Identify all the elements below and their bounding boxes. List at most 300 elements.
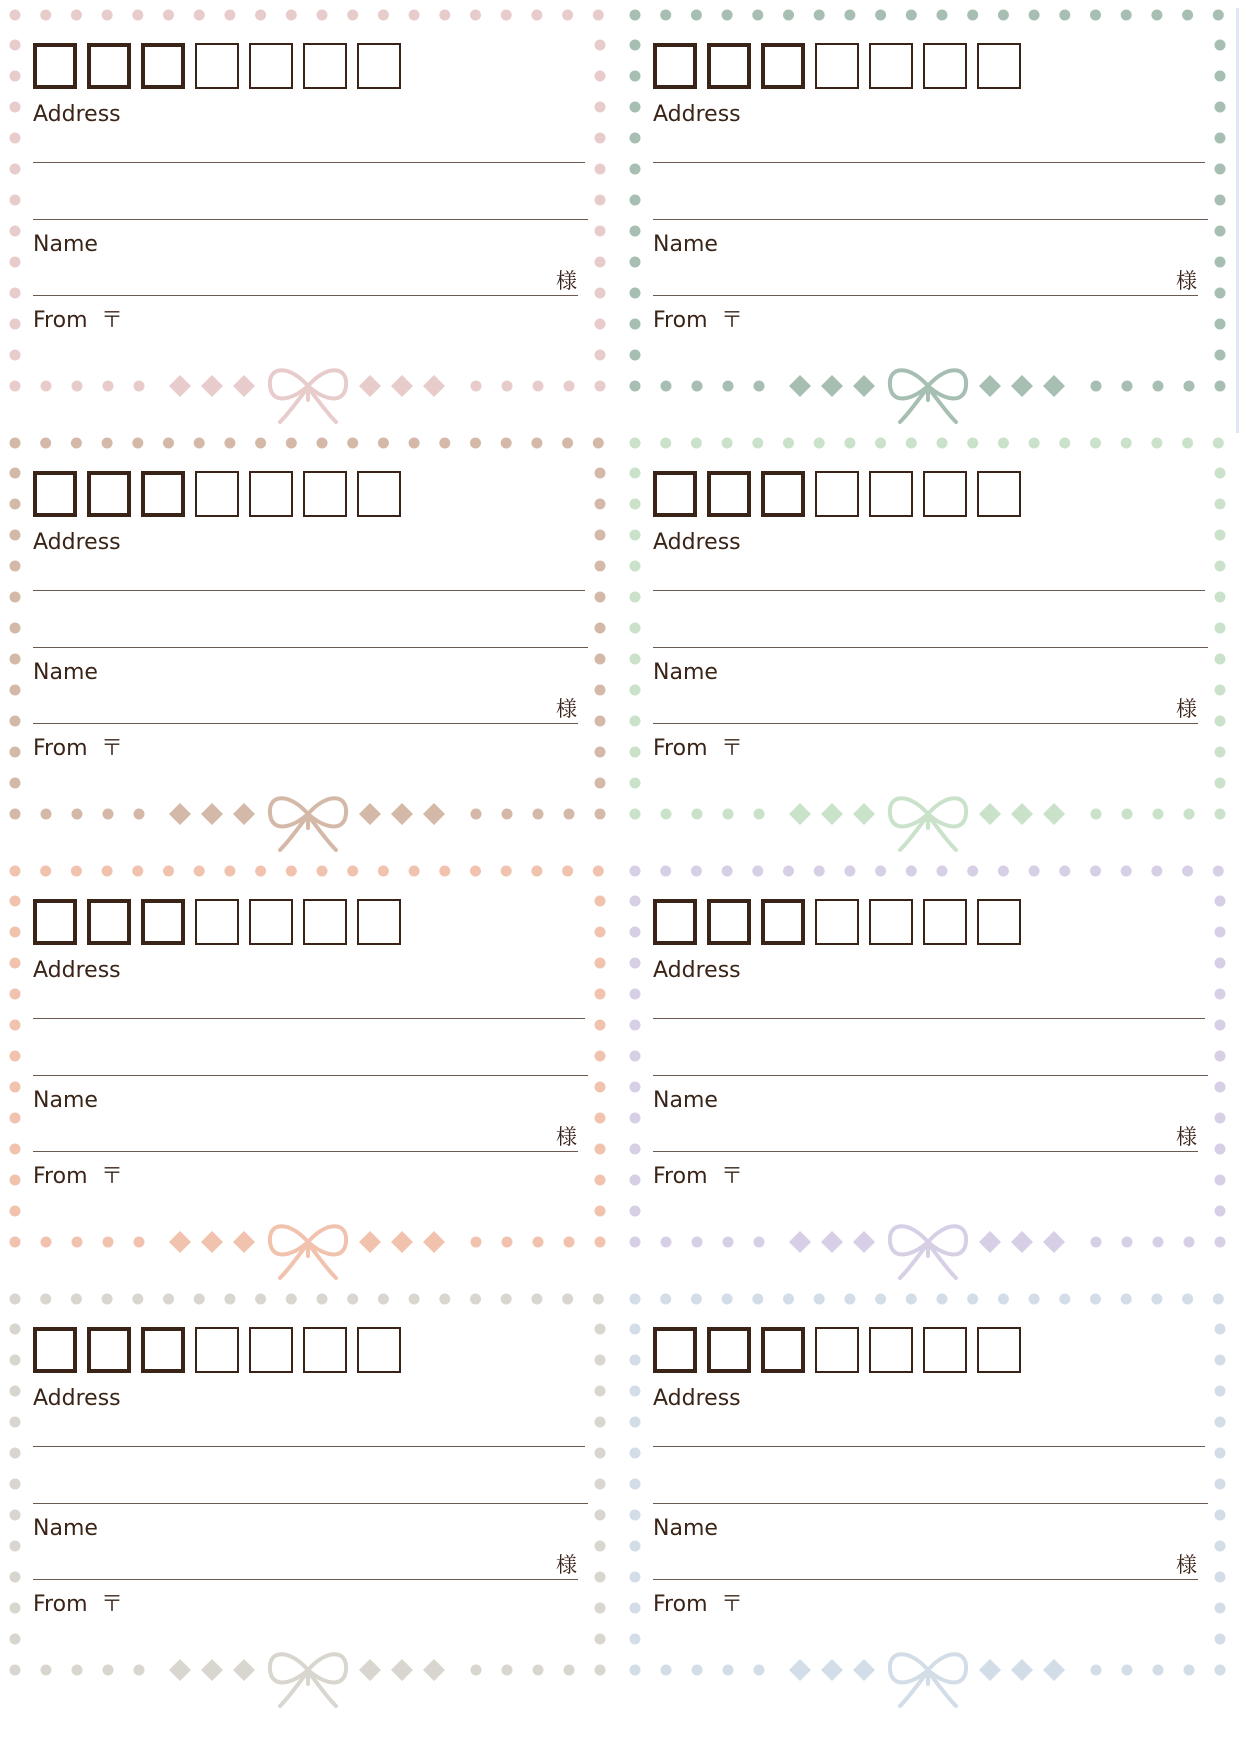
border-dot: [844, 1294, 855, 1305]
border-dot: [692, 1237, 703, 1248]
border-dot: [1215, 1175, 1226, 1186]
border-dot: [531, 10, 542, 21]
ribbon-bow-icon: [270, 370, 346, 422]
border-dot: [630, 1479, 641, 1490]
border-dot: [783, 10, 794, 21]
border-dot: [72, 809, 83, 820]
border-dot: [1215, 1355, 1226, 1366]
name-line[interactable]: [653, 295, 1198, 296]
border-dot: [595, 685, 606, 696]
diamond-ornament: [423, 1231, 445, 1253]
border-dot: [1122, 809, 1133, 820]
border-dot: [1090, 438, 1101, 449]
border-dot: [10, 350, 21, 361]
border-dot: [10, 1113, 21, 1124]
postal-code-box[interactable]: [33, 471, 77, 517]
postal-code-box[interactable]: [923, 471, 967, 517]
from-label: From: [33, 1164, 88, 1189]
honorific-sama: 様: [556, 697, 577, 721]
border-dot: [752, 438, 763, 449]
border-dot: [1215, 1324, 1226, 1335]
border-dot: [1029, 866, 1040, 877]
postal-code-box[interactable]: [33, 43, 77, 89]
postal-mark-icon: 〒: [101, 1592, 124, 1617]
border-dot: [10, 288, 21, 299]
border-dot: [595, 896, 606, 907]
postal-code-box[interactable]: [141, 899, 185, 945]
postal-code-box[interactable]: [87, 43, 131, 89]
border-dot: [723, 1237, 734, 1248]
postal-code-boxes: [33, 471, 411, 517]
border-dot: [103, 1665, 114, 1676]
postal-code-boxes: [653, 43, 1031, 89]
postal-code-box[interactable]: [141, 1327, 185, 1373]
border-dot: [595, 654, 606, 665]
name-line[interactable]: [33, 1151, 578, 1152]
border-dot: [502, 1237, 513, 1248]
border-dot: [1215, 1386, 1226, 1397]
border-dot: [10, 809, 21, 820]
border-dot: [630, 623, 641, 634]
ribbon-bow-icon: [890, 798, 966, 850]
border-dot: [10, 958, 21, 969]
address-line-1[interactable]: [653, 162, 1205, 163]
name-label: Name: [33, 660, 98, 685]
postal-code-box[interactable]: [869, 1327, 913, 1373]
address-label: Address: [653, 102, 741, 127]
border-dot: [630, 927, 641, 938]
border-dot: [595, 1417, 606, 1428]
postal-code-box[interactable]: [303, 899, 347, 945]
border-dot: [814, 866, 825, 877]
border-dot: [691, 10, 702, 21]
border-dot: [163, 10, 174, 21]
postal-code-box[interactable]: [707, 1327, 751, 1373]
diamond-ornament: [201, 1231, 223, 1253]
postal-code-box[interactable]: [977, 899, 1021, 945]
border-dot: [1182, 1294, 1193, 1305]
border-dot: [595, 1144, 606, 1155]
honorific-sama: 様: [1176, 1125, 1197, 1149]
postal-code-box[interactable]: [815, 471, 859, 517]
border-dot: [630, 468, 641, 479]
border-dot: [501, 438, 512, 449]
postal-code-box[interactable]: [33, 899, 77, 945]
border-dot: [630, 1020, 641, 1031]
border-dot: [875, 438, 886, 449]
border-dot: [595, 1572, 606, 1583]
border-dot: [439, 438, 450, 449]
border-dot: [10, 1237, 21, 1248]
border-dot: [595, 592, 606, 603]
border-dot: [754, 809, 765, 820]
postal-code-box[interactable]: [815, 899, 859, 945]
border-dot: [347, 866, 358, 877]
border-dot: [1182, 866, 1193, 877]
border-dot: [1215, 71, 1226, 82]
postal-code-box[interactable]: [195, 899, 239, 945]
border-dot: [967, 1294, 978, 1305]
border-dot: [41, 1665, 52, 1676]
from-label: From: [653, 308, 708, 333]
border-dot: [1215, 468, 1226, 479]
border-dot: [783, 438, 794, 449]
border-dot: [10, 257, 21, 268]
postal-code-box[interactable]: [761, 471, 805, 517]
border-dot: [722, 438, 733, 449]
border-dot: [10, 1324, 21, 1335]
border-dot: [1059, 10, 1070, 21]
address-line-2[interactable]: [653, 1075, 1208, 1076]
border-dot: [691, 438, 702, 449]
postal-code-box[interactable]: [869, 471, 913, 517]
border-dot: [533, 381, 544, 392]
name-line[interactable]: [653, 1151, 1198, 1152]
border-dot: [595, 561, 606, 572]
border-dot: [595, 164, 606, 175]
border-dot: [630, 1113, 641, 1124]
border-dot: [1153, 1665, 1164, 1676]
from-label: From: [653, 1592, 708, 1617]
postal-code-box[interactable]: [195, 1327, 239, 1373]
border-dot: [102, 438, 113, 449]
border-dot: [1215, 319, 1226, 330]
postal-code-box[interactable]: [815, 1327, 859, 1373]
diamond-ornament: [789, 1659, 811, 1681]
border-dot: [630, 866, 641, 877]
postal-code-box[interactable]: [33, 1327, 77, 1373]
address-line-1[interactable]: [33, 590, 585, 591]
diamond-ornament: [853, 1231, 875, 1253]
border-dot: [470, 1294, 481, 1305]
border-dot: [1215, 685, 1226, 696]
border-dot: [1091, 809, 1102, 820]
address-line-2[interactable]: [653, 647, 1208, 648]
border-dot: [1215, 592, 1226, 603]
postal-code-box[interactable]: [87, 899, 131, 945]
border-dot: [286, 438, 297, 449]
address-label: Address: [33, 958, 121, 983]
border-dot: [630, 499, 641, 510]
border-dot: [71, 866, 82, 877]
border-dot: [595, 1665, 606, 1676]
address-label-card: [0, 856, 620, 1284]
name-line[interactable]: [33, 723, 578, 724]
border-dot: [10, 468, 21, 479]
diamond-ornament: [1011, 1659, 1033, 1681]
border-dot: [562, 866, 573, 877]
diamond-ornament: [821, 1231, 843, 1253]
border-dot: [630, 896, 641, 907]
border-dot: [875, 10, 886, 21]
border-dot: [1215, 958, 1226, 969]
border-dot: [630, 716, 641, 727]
border-dot: [661, 809, 672, 820]
border-dot: [630, 102, 641, 113]
address-line-2[interactable]: [33, 647, 588, 648]
postal-code-box[interactable]: [195, 43, 239, 89]
postal-code-box[interactable]: [977, 471, 1021, 517]
name-line[interactable]: [653, 723, 1198, 724]
border-dot: [103, 809, 114, 820]
address-line-2[interactable]: [33, 1503, 588, 1504]
border-dot: [1215, 561, 1226, 572]
border-dot: [1151, 438, 1162, 449]
border-dot: [10, 10, 21, 21]
address-line-1[interactable]: [653, 1446, 1205, 1447]
border-dot: [224, 438, 235, 449]
border-dot: [502, 1665, 513, 1676]
postal-code-box[interactable]: [357, 899, 401, 945]
name-line[interactable]: [33, 1579, 578, 1580]
border-dot: [630, 71, 641, 82]
border-dot: [595, 319, 606, 330]
border-dot: [564, 1665, 575, 1676]
diamond-ornament: [391, 1659, 413, 1681]
postal-code-box[interactable]: [761, 1327, 805, 1373]
border-dot: [132, 10, 143, 21]
border-dot: [1215, 1020, 1226, 1031]
diamond-ornament: [169, 1231, 191, 1253]
border-dot: [593, 866, 604, 877]
border-dot: [10, 195, 21, 206]
postal-code-box[interactable]: [249, 471, 293, 517]
border-dot: [102, 866, 113, 877]
border-dot: [630, 1082, 641, 1093]
address-line-1[interactable]: [33, 162, 585, 163]
border-dot: [470, 438, 481, 449]
address-line-2[interactable]: [33, 1075, 588, 1076]
border-dot: [564, 381, 575, 392]
address-line-1[interactable]: [653, 590, 1205, 591]
border-dot: [562, 10, 573, 21]
border-dot: [10, 685, 21, 696]
border-dot: [502, 381, 513, 392]
border-dot: [630, 1386, 641, 1397]
border-dot: [1090, 1294, 1101, 1305]
postal-code-box[interactable]: [303, 43, 347, 89]
border-dot: [347, 438, 358, 449]
border-dot: [562, 438, 573, 449]
postal-code-box[interactable]: [761, 899, 805, 945]
diamond-ornament: [1011, 375, 1033, 397]
postal-code-box[interactable]: [815, 43, 859, 89]
postal-code-box[interactable]: [249, 43, 293, 89]
border-dot: [1090, 10, 1101, 21]
diamond-ornament: [789, 375, 811, 397]
border-dot: [10, 530, 21, 541]
postal-code-box[interactable]: [869, 899, 913, 945]
postal-code-box[interactable]: [141, 471, 185, 517]
postal-code-box[interactable]: [357, 1327, 401, 1373]
border-dot: [1122, 1665, 1133, 1676]
postal-code-box[interactable]: [869, 43, 913, 89]
postal-code-box[interactable]: [357, 43, 401, 89]
border-dot: [754, 1237, 765, 1248]
border-dot: [10, 747, 21, 758]
postal-code-boxes: [653, 899, 1031, 945]
border-dot: [692, 381, 703, 392]
border-dot: [752, 1294, 763, 1305]
postal-code-box[interactable]: [195, 471, 239, 517]
border-dot: [595, 102, 606, 113]
diamond-ornament: [359, 375, 381, 397]
border-dot: [40, 866, 51, 877]
postal-code-box[interactable]: [761, 43, 805, 89]
address-line-1[interactable]: [33, 1018, 585, 1019]
border-dot: [471, 381, 482, 392]
border-dot: [723, 1665, 734, 1676]
border-dot: [630, 1355, 641, 1366]
border-dot: [937, 10, 948, 21]
border-dot: [10, 1082, 21, 1093]
border-dot: [1215, 1572, 1226, 1583]
postal-code-box[interactable]: [303, 1327, 347, 1373]
postal-code-box[interactable]: [653, 43, 697, 89]
address-line-2[interactable]: [653, 1503, 1208, 1504]
border-dot: [595, 958, 606, 969]
border-dot: [595, 1541, 606, 1552]
border-dot: [10, 1510, 21, 1521]
border-dot: [286, 10, 297, 21]
border-dot: [998, 438, 1009, 449]
border-dot: [1182, 438, 1193, 449]
border-dot: [593, 10, 604, 21]
border-dot: [1122, 381, 1133, 392]
postal-code-box[interactable]: [707, 471, 751, 517]
border-dot: [630, 381, 641, 392]
diamond-ornament: [201, 1659, 223, 1681]
border-dot: [630, 1603, 641, 1614]
border-dot: [595, 1448, 606, 1459]
address-label-card: [620, 1284, 1240, 1712]
postal-mark-icon: 〒: [101, 1164, 124, 1189]
border-dot: [10, 778, 21, 789]
border-dot: [132, 438, 143, 449]
postal-mark-icon: 〒: [101, 736, 124, 761]
border-dot: [783, 1294, 794, 1305]
border-dot: [595, 747, 606, 758]
address-line-2[interactable]: [33, 219, 588, 220]
border-dot: [937, 438, 948, 449]
diamond-ornament: [169, 375, 191, 397]
address-label: Address: [33, 1386, 121, 1411]
border-dot: [1215, 381, 1226, 392]
border-dot: [595, 778, 606, 789]
border-dot: [10, 1020, 21, 1031]
border-dot: [1215, 1634, 1226, 1645]
border-dot: [595, 1355, 606, 1366]
border-dot: [630, 561, 641, 572]
address-line-1[interactable]: [33, 1446, 585, 1447]
postal-code-box[interactable]: [923, 1327, 967, 1373]
border-dot: [722, 866, 733, 877]
border-dot: [10, 499, 21, 510]
postal-code-box[interactable]: [303, 471, 347, 517]
border-dot: [10, 1175, 21, 1186]
name-label: Name: [653, 660, 718, 685]
diamond-ornament: [821, 803, 843, 825]
postal-code-box[interactable]: [653, 471, 697, 517]
border-dot: [630, 1541, 641, 1552]
address-line-1[interactable]: [653, 1018, 1205, 1019]
border-dot: [998, 10, 1009, 21]
postal-mark-icon: 〒: [721, 736, 744, 761]
diamond-ornament: [359, 1231, 381, 1253]
postal-code-box[interactable]: [707, 43, 751, 89]
border-dot: [531, 438, 542, 449]
postal-code-box[interactable]: [357, 471, 401, 517]
postal-code-box[interactable]: [653, 1327, 697, 1373]
border-dot: [595, 1020, 606, 1031]
postal-code-box[interactable]: [249, 899, 293, 945]
postal-code-box[interactable]: [923, 899, 967, 945]
border-dot: [630, 1206, 641, 1217]
border-dot: [286, 866, 297, 877]
border-dot: [595, 809, 606, 820]
border-dot: [439, 10, 450, 21]
postal-code-box[interactable]: [707, 899, 751, 945]
border-dot: [906, 866, 917, 877]
diamond-ornament: [233, 375, 255, 397]
postal-code-box[interactable]: [977, 43, 1021, 89]
honorific-sama: 様: [556, 1125, 577, 1149]
name-line[interactable]: [33, 295, 578, 296]
border-dot: [1215, 1113, 1226, 1124]
border-dot: [630, 195, 641, 206]
border-dot: [630, 1572, 641, 1583]
border-dot: [255, 438, 266, 449]
border-dot: [502, 809, 513, 820]
postal-code-box[interactable]: [87, 471, 131, 517]
border-dot: [10, 164, 21, 175]
border-dot: [814, 1294, 825, 1305]
postal-code-box[interactable]: [141, 43, 185, 89]
postal-code-box[interactable]: [653, 899, 697, 945]
border-dot: [1184, 381, 1195, 392]
diamond-ornament: [979, 1659, 1001, 1681]
postal-code-box[interactable]: [87, 1327, 131, 1373]
border-dot: [1184, 1237, 1195, 1248]
border-dot: [595, 133, 606, 144]
border-dot: [937, 866, 948, 877]
diamond-ornament: [359, 803, 381, 825]
border-dot: [630, 654, 641, 665]
name-label: Name: [653, 1516, 718, 1541]
border-dot: [630, 438, 641, 449]
border-dot: [409, 866, 420, 877]
border-dot: [10, 1479, 21, 1490]
border-dot: [691, 866, 702, 877]
border-dot: [1215, 778, 1226, 789]
border-dot: [163, 866, 174, 877]
address-label-card: [0, 0, 620, 428]
border-dot: [630, 958, 641, 969]
border-dot: [72, 1237, 83, 1248]
postal-code-box[interactable]: [923, 43, 967, 89]
address-line-2[interactable]: [653, 219, 1208, 220]
border-dot: [10, 1386, 21, 1397]
postal-code-box[interactable]: [977, 1327, 1021, 1373]
postal-code-box[interactable]: [249, 1327, 293, 1373]
postal-code-boxes: [653, 1327, 1031, 1373]
border-dot: [998, 866, 1009, 877]
border-dot: [1215, 164, 1226, 175]
name-line[interactable]: [653, 1579, 1198, 1580]
border-dot: [224, 1294, 235, 1305]
border-dot: [1091, 381, 1102, 392]
border-dot: [194, 10, 205, 21]
